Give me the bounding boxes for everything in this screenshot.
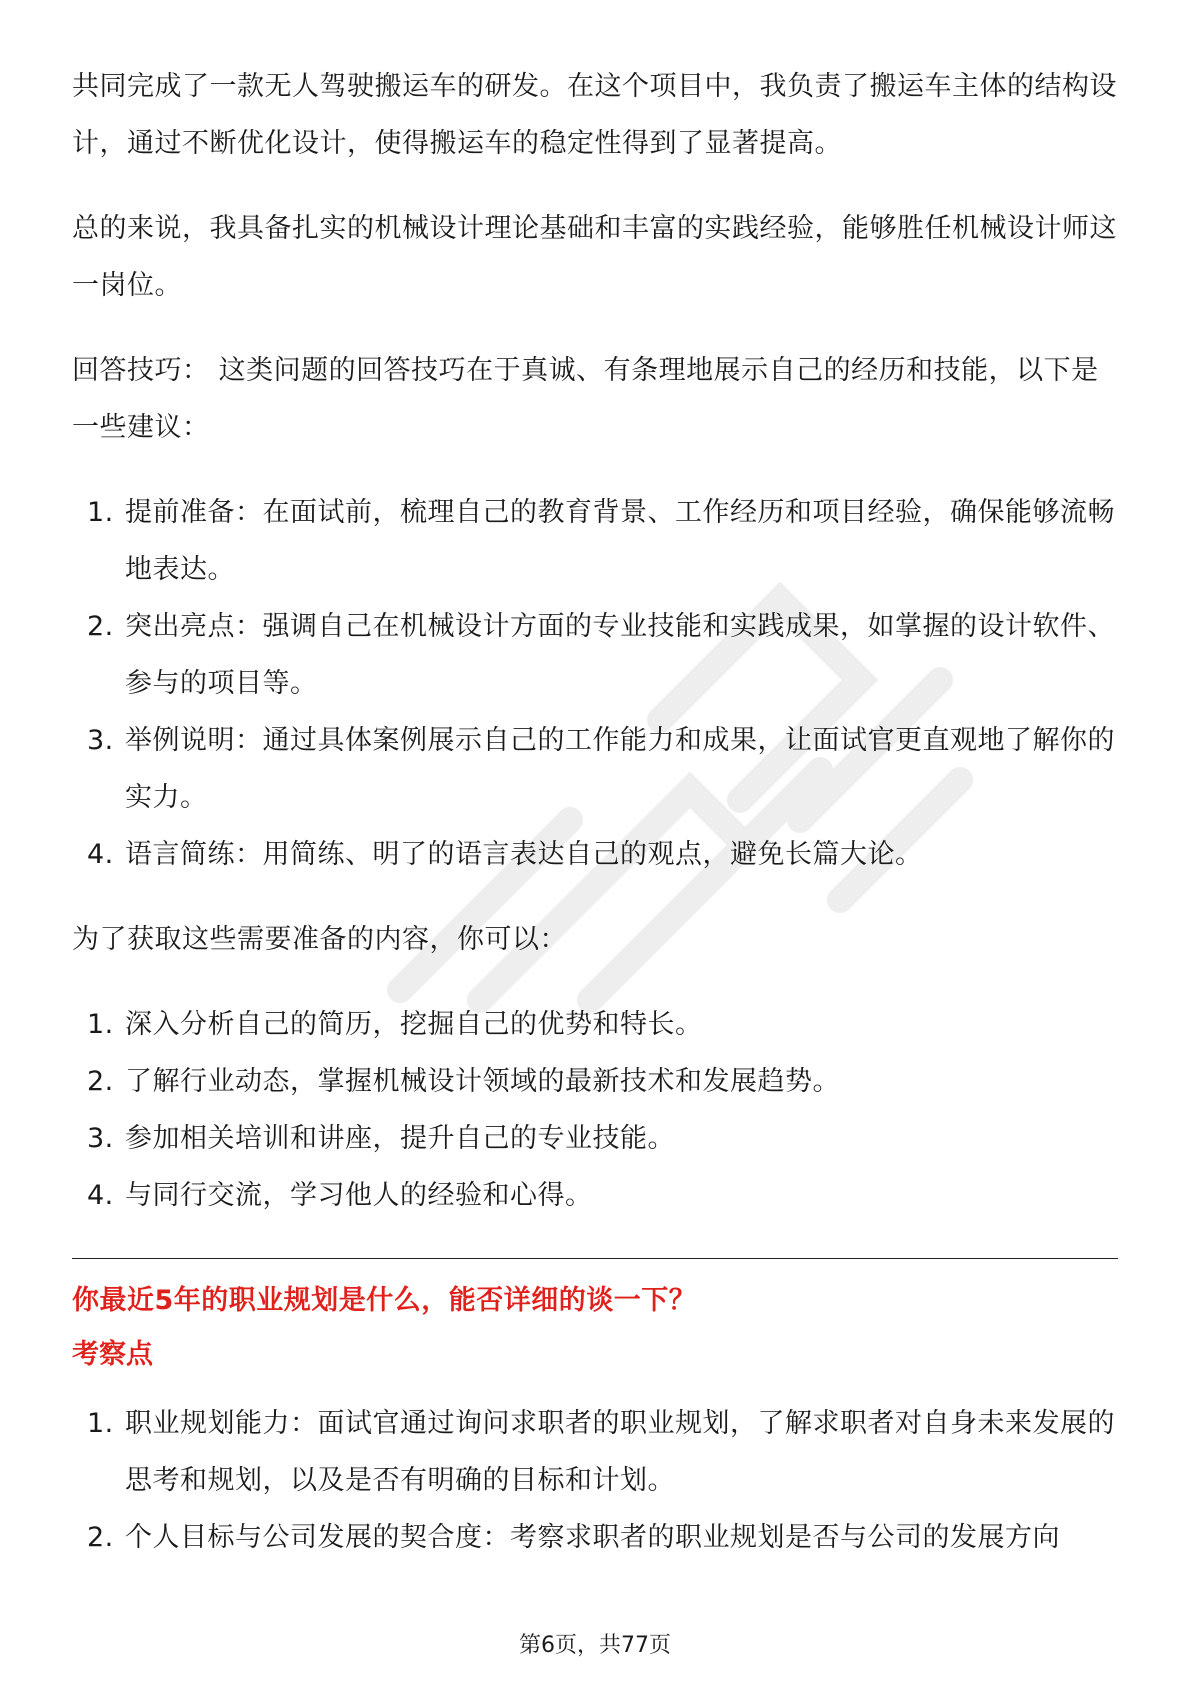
list-item <box>72 1110 1118 1167</box>
list-item-text: 个人目标与公司发展的契合度：考察求职者的职业规划是否与公司的发展方向 <box>125 1522 1060 1553</box>
list-number: 3. <box>87 1123 114 1154</box>
list-number: 4. <box>87 1180 114 1211</box>
prep-list <box>72 996 1118 1224</box>
list-item-text: 语言简练：用简练、明了的语言表达自己的观点，避免长篇大论。 <box>125 839 923 870</box>
list-item <box>72 826 1118 883</box>
list-item <box>72 712 1118 826</box>
list-item-text: 突出亮点：强调自己在机械设计方面的专业技能和实践成果，如掌握的设计软件、参与的项目等。 <box>125 611 1115 699</box>
list-item-text: 了解行业动态，掌握机械设计领域的最新技术和发展趋势。 <box>125 1066 840 1097</box>
list-item-text: 与同行交流，学习他人的经验和心得。 <box>125 1180 593 1211</box>
list-number: 1. <box>87 1408 114 1439</box>
list-item-text: 深入分析自己的简历，挖掘自己的优势和特长。 <box>125 1009 703 1040</box>
list-item <box>72 996 1118 1053</box>
assessment-list <box>72 1395 1118 1566</box>
list-item-text: 举例说明：通过具体案例展示自己的工作能力和成果，让面试官更直观地了解你的实力。 <box>125 725 1115 813</box>
list-item <box>72 1053 1118 1110</box>
document-body <box>72 58 1118 1594</box>
list-item <box>72 484 1118 598</box>
list-number: 2. <box>87 611 114 642</box>
list-number: 3. <box>87 725 114 756</box>
section-title: 考察点 <box>72 1339 153 1370</box>
list-item-text: 参加相关培训和讲座，提升自己的专业技能。 <box>125 1123 675 1154</box>
intro-paragraph-1: 共同完成了一款无人驾驶搬运车的研发。在这个项目中，我负责了搬运车主体的结构设计，通过不断优化设计，使得搬运车的稳定性得到了显著提高。 <box>72 71 1117 159</box>
list-item <box>72 1395 1118 1509</box>
list-item <box>72 1167 1118 1224</box>
intro-paragraph-2: 总的来说，我具备扎实的机械设计理论基础和丰富的实践经验，能够胜任机械设计师这一岗位。 <box>72 213 1117 301</box>
list-item-text: 提前准备：在面试前，梳理自己的教育背景、工作经历和项目经验，确保能够流畅地表达。 <box>125 497 1115 585</box>
list-item <box>72 1509 1118 1566</box>
interview-question: 你最近5年的职业规划是什么，能否详细的谈一下？ <box>72 1285 697 1316</box>
list-item <box>72 598 1118 712</box>
list-number: 1. <box>87 497 114 528</box>
prep-intro: 为了获取这些需要准备的内容，你可以： <box>72 924 567 955</box>
list-number: 2. <box>87 1522 114 1553</box>
list-number: 2. <box>87 1066 114 1097</box>
page-footer: 第6页，共77页 <box>519 1633 671 1658</box>
tips-list <box>72 484 1118 883</box>
answer-tips-intro: 回答技巧： 这类问题的回答技巧在于真诚、有条理地展示自己的经历和技能，以下是一些建议： <box>72 355 1099 443</box>
list-number: 4. <box>87 839 114 870</box>
list-item-text: 职业规划能力：面试官通过询问求职者的职业规划，了解求职者对自身未来发展的思考和规划，以及是否有明确的目标和计划。 <box>125 1408 1115 1496</box>
list-number: 1. <box>87 1009 114 1040</box>
section-divider <box>72 1258 1118 1259</box>
